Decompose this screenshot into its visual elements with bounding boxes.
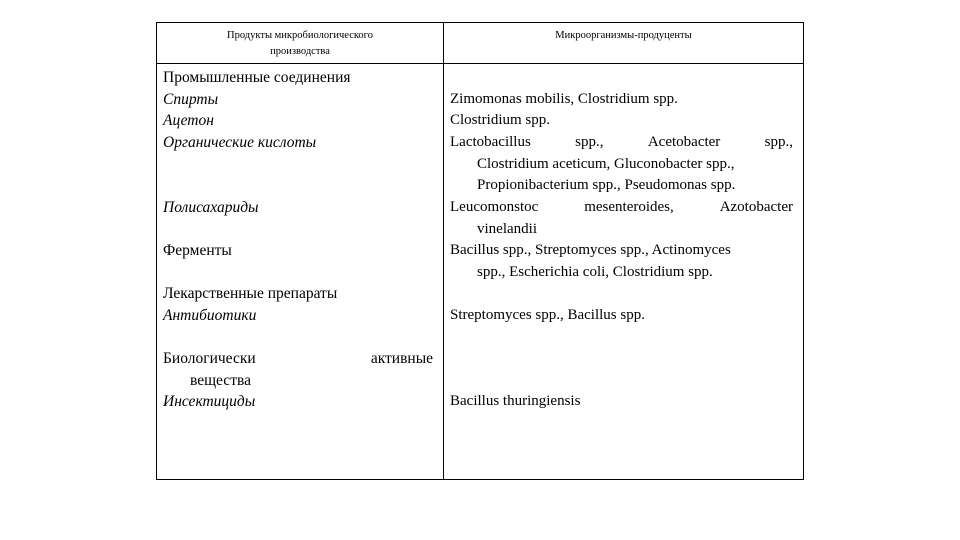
producer-alcohols: Zimomonas mobilis, Clostridium spp. <box>450 91 678 107</box>
poly-word2: mesenteroides, <box>584 199 674 215</box>
acids-word4: spp., <box>764 134 793 150</box>
acids-word2: spp., <box>575 134 604 150</box>
cell-polysaccharides: Полисахариды <box>163 199 259 216</box>
cell-enzymes: Ферменты <box>163 242 232 259</box>
cell-alcohols: Спирты <box>163 91 219 108</box>
poly-word3: Azotobacter <box>719 199 793 215</box>
producer-poly-line2: vinelandii <box>477 221 537 237</box>
producer-acetone: Clostridium spp. <box>450 112 551 128</box>
acids-word1: Lactobacillus <box>450 134 531 150</box>
header-divider <box>157 63 803 64</box>
producer-enzymes-line1: Bacillus spp., Streptomyces spp., Actinomyces <box>450 242 731 258</box>
bioactive-word2: активные <box>370 350 433 367</box>
header-products-line2: производства <box>270 46 330 57</box>
producer-enzymes-line2: spp., Escherichia coli, Clostridium spp. <box>477 264 713 280</box>
producer-acids-line2: Clostridium aceticum, Gluconobacter spp., <box>477 156 735 172</box>
producer-acids-line1 <box>450 132 793 153</box>
producer-poly-line1 <box>450 197 793 218</box>
header-producers: Микроорганизмы-продуценты <box>555 30 692 41</box>
column-divider <box>443 23 444 479</box>
producer-insecticides: Bacillus thuringiensis <box>450 393 581 409</box>
acids-word3: Acetobacter <box>647 134 721 150</box>
poly-word1: Leucomonstoc <box>450 199 539 215</box>
producer-acids-line3: Propionibacterium spp., Pseudomonas spp. <box>477 177 736 193</box>
cell-bioactive-line1 <box>163 348 433 369</box>
cell-insecticides: Инсектициды <box>163 393 256 410</box>
cell-industrial: Промышленные соединения <box>163 69 351 86</box>
header-products <box>157 28 443 60</box>
cell-antibiotics: Антибиотики <box>163 307 257 324</box>
cell-acetone: Ацетон <box>163 112 214 129</box>
cell-organic-acids: Органические кислоты <box>163 134 317 151</box>
header-products-line1: Продукты микробиологического <box>227 30 373 41</box>
cell-bioactive-line2: вещества <box>190 372 251 389</box>
cell-drugs: Лекарственные препараты <box>163 285 338 302</box>
bioactive-word1: Биологически <box>163 350 256 367</box>
products-table <box>156 22 804 480</box>
producer-antibiotics: Streptomyces spp., Bacillus spp. <box>450 307 645 323</box>
